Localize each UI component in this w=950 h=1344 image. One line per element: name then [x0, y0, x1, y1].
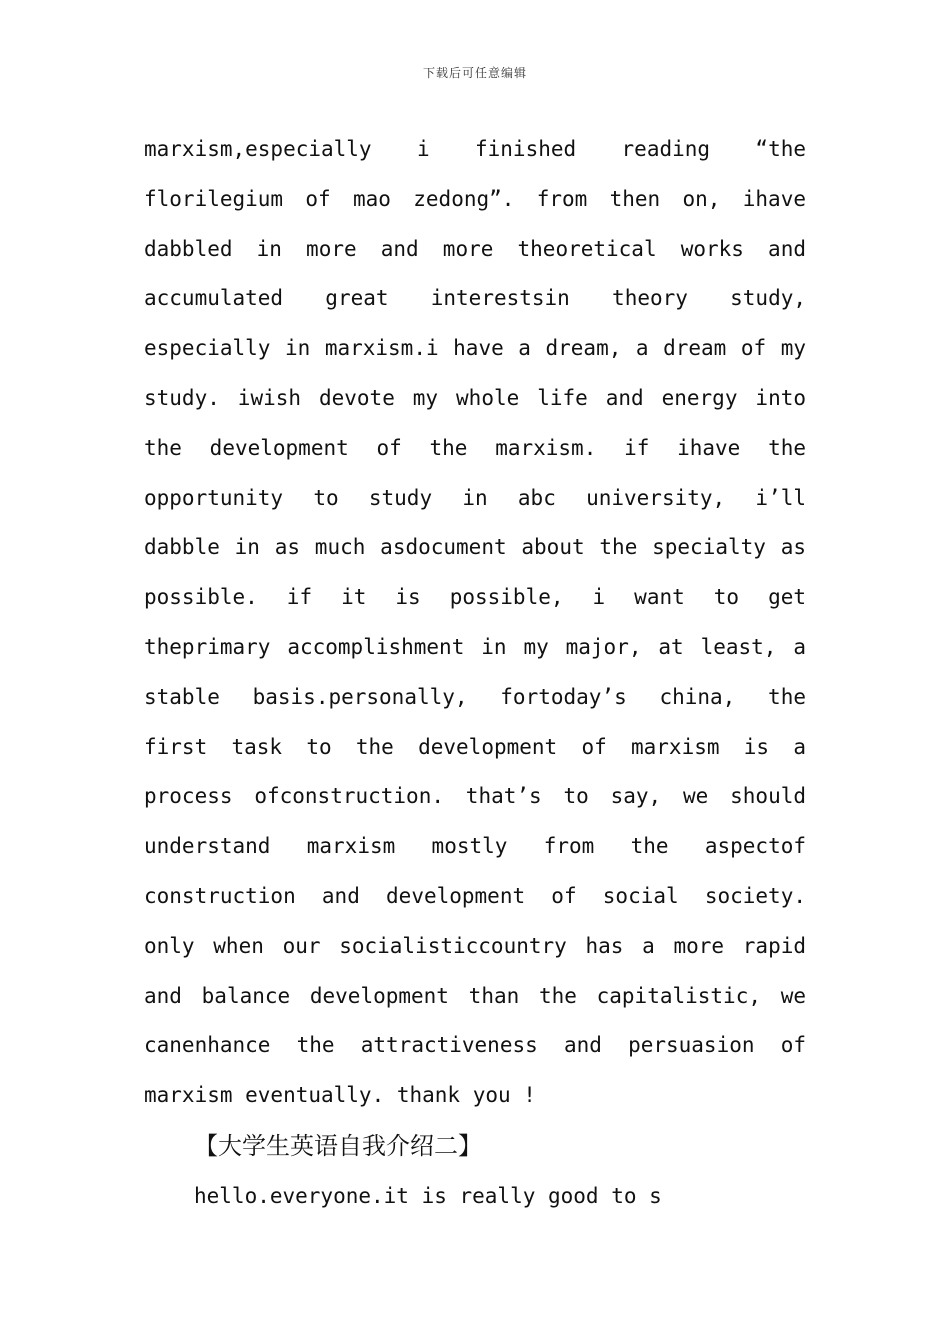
- essay-line: first task to the development of marxism is a: [144, 734, 806, 759]
- essay-line: construction and development of social society.: [144, 883, 806, 908]
- essay-line: especially in marxism.i have a dream, a dream of my: [144, 336, 806, 361]
- section-heading: 【大学生英语自我介绍二】: [194, 1132, 482, 1160]
- essay-line: opportunity to study in abc university, i’ll: [144, 485, 806, 510]
- essay-line: accumulated great interestsin theory study,: [144, 286, 806, 311]
- essay-line: process ofconstruction. that’s to say, we should: [144, 784, 806, 809]
- essay-line: stable basis.personally, fortoday’s china, the: [144, 684, 806, 709]
- page-header-note: 下载后可任意编辑: [422, 66, 527, 80]
- essay-line: canenhance the attractiveness and persuasion of: [144, 1033, 806, 1058]
- essay-line: dabbled in more and more theoretical works and: [144, 236, 806, 261]
- essay-line: and balance development than the capitalistic, we: [144, 983, 806, 1008]
- intro-paragraph-line: hello.everyone.it is really good to s: [194, 1184, 662, 1208]
- essay-line: only when our socialisticcountry has a more rapid: [144, 933, 806, 958]
- essay-line: possible. if it is possible, i want to get: [144, 585, 806, 610]
- essay-line: dabble in as much asdocument about the specialty as: [144, 535, 806, 560]
- essay-line: marxism,especially i finished reading “the: [144, 137, 806, 161]
- essay-line: theprimary accomplishment in my major, at least, a: [144, 634, 806, 659]
- essay-line: florilegium of mao zedong”. from then on, ihave: [144, 186, 806, 211]
- essay-line: study. iwish devote my whole life and energy into: [144, 385, 806, 410]
- essay-line: the development of the marxism. if ihave the: [144, 435, 806, 460]
- essay-line: marxism eventually. thank you !: [144, 1083, 536, 1108]
- essay-body: [144, 125, 806, 1121]
- essay-line: understand marxism mostly from the aspectof: [144, 834, 806, 859]
